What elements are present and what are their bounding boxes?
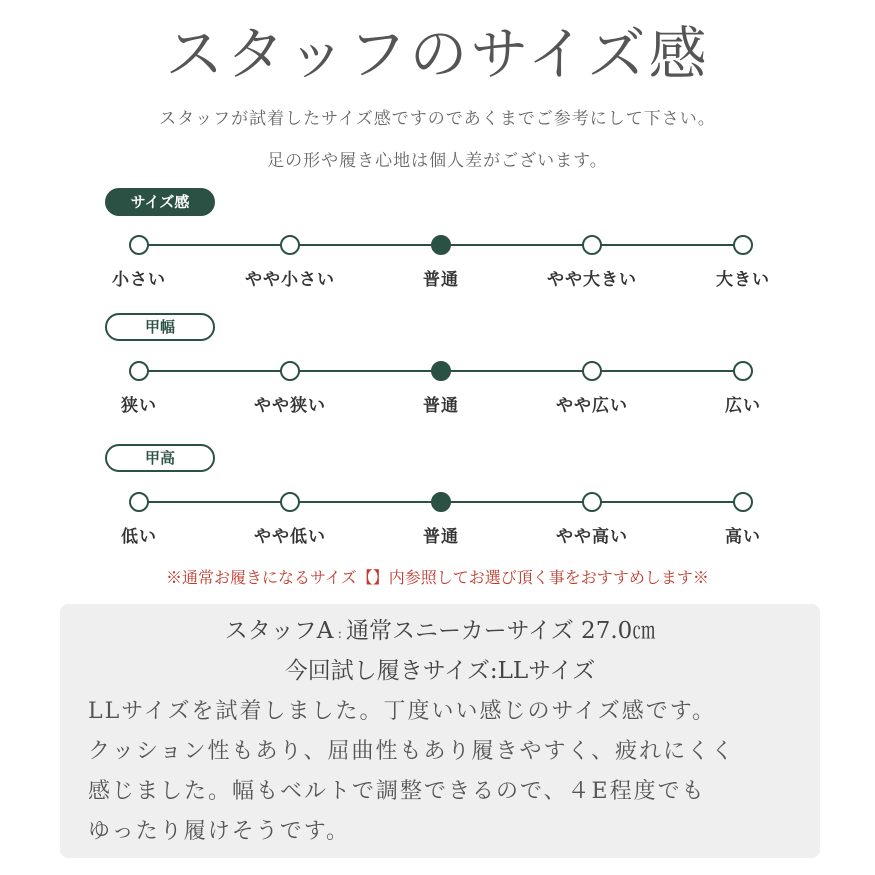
scale-point: [733, 492, 753, 512]
size-recommendation-note: ※通常お履きになるサイズ【】内参照してお選び頂く事をおすすめします※: [166, 568, 709, 587]
scale-point: [582, 492, 602, 512]
scale-option-label: やや大きい: [547, 270, 637, 290]
scale-point: [129, 235, 149, 255]
scale-option-label: 普通: [423, 396, 459, 416]
scale-option-label: 小さい: [112, 270, 166, 290]
scale-point: [280, 492, 300, 512]
scale-point: [582, 361, 602, 381]
scale-option-label: 狭い: [121, 396, 157, 416]
comment-line: LLサイズを試着しました。丁度いい感じのサイズ感です。: [88, 699, 716, 724]
page-title: スタッフのサイズ感: [165, 20, 710, 88]
comment-line: 感じました。幅もベルトで調整できるので、４E程度でも: [88, 779, 706, 804]
staff-separator: :: [337, 626, 343, 642]
scale-point-selected: [431, 361, 451, 381]
scale-option-label: 普通: [423, 270, 459, 290]
scale-option-label: やや低い: [254, 527, 326, 547]
scale-label-pill: 甲高: [105, 444, 215, 472]
staff-name: スタッフA: [224, 618, 334, 644]
intro-line-1: スタッフが試着したサイズ感ですのであくまでご参考にして下さい。: [159, 109, 716, 129]
staff-usual-size: 通常スニーカーサイズ 27.0㎝: [346, 618, 656, 644]
scale-option-label: 広い: [725, 396, 761, 416]
scale-point: [733, 361, 753, 381]
scale-point: [129, 361, 149, 381]
scale-point-selected: [431, 492, 451, 512]
scale-label-pill: サイズ感: [105, 188, 215, 216]
staff-comment: [88, 692, 798, 852]
scale-option-label: やや小さい: [245, 270, 335, 290]
scale-option-label: やや広い: [556, 396, 628, 416]
scale-point: [129, 492, 149, 512]
scale-option-label: 普通: [423, 527, 459, 547]
comment-line: ゆったり履けそうです。: [88, 819, 351, 844]
scale-point: [280, 361, 300, 381]
scale-point: [280, 235, 300, 255]
staff-trial-size: 今回試し履きサイズ:LLサイズ: [284, 658, 596, 684]
staff-header: [60, 612, 820, 645]
scale-option-label: 高い: [725, 527, 761, 547]
scale-option-label: やや高い: [556, 527, 628, 547]
scale-point-selected: [431, 235, 451, 255]
scale-option-label: 低い: [121, 527, 157, 547]
intro-line-2: 足の形や履き心地は個人差がございます。: [267, 151, 608, 171]
comment-line: クッション性もあり、屈曲性もあり履きやすく、疲れにくく: [88, 739, 736, 764]
staff-review-box: [60, 604, 820, 858]
scale-option-label: やや狭い: [254, 396, 326, 416]
scale-option-label: 大きい: [716, 270, 770, 290]
scale-point: [733, 235, 753, 255]
scale-label-pill: 甲幅: [105, 313, 215, 341]
scale-point: [582, 235, 602, 255]
